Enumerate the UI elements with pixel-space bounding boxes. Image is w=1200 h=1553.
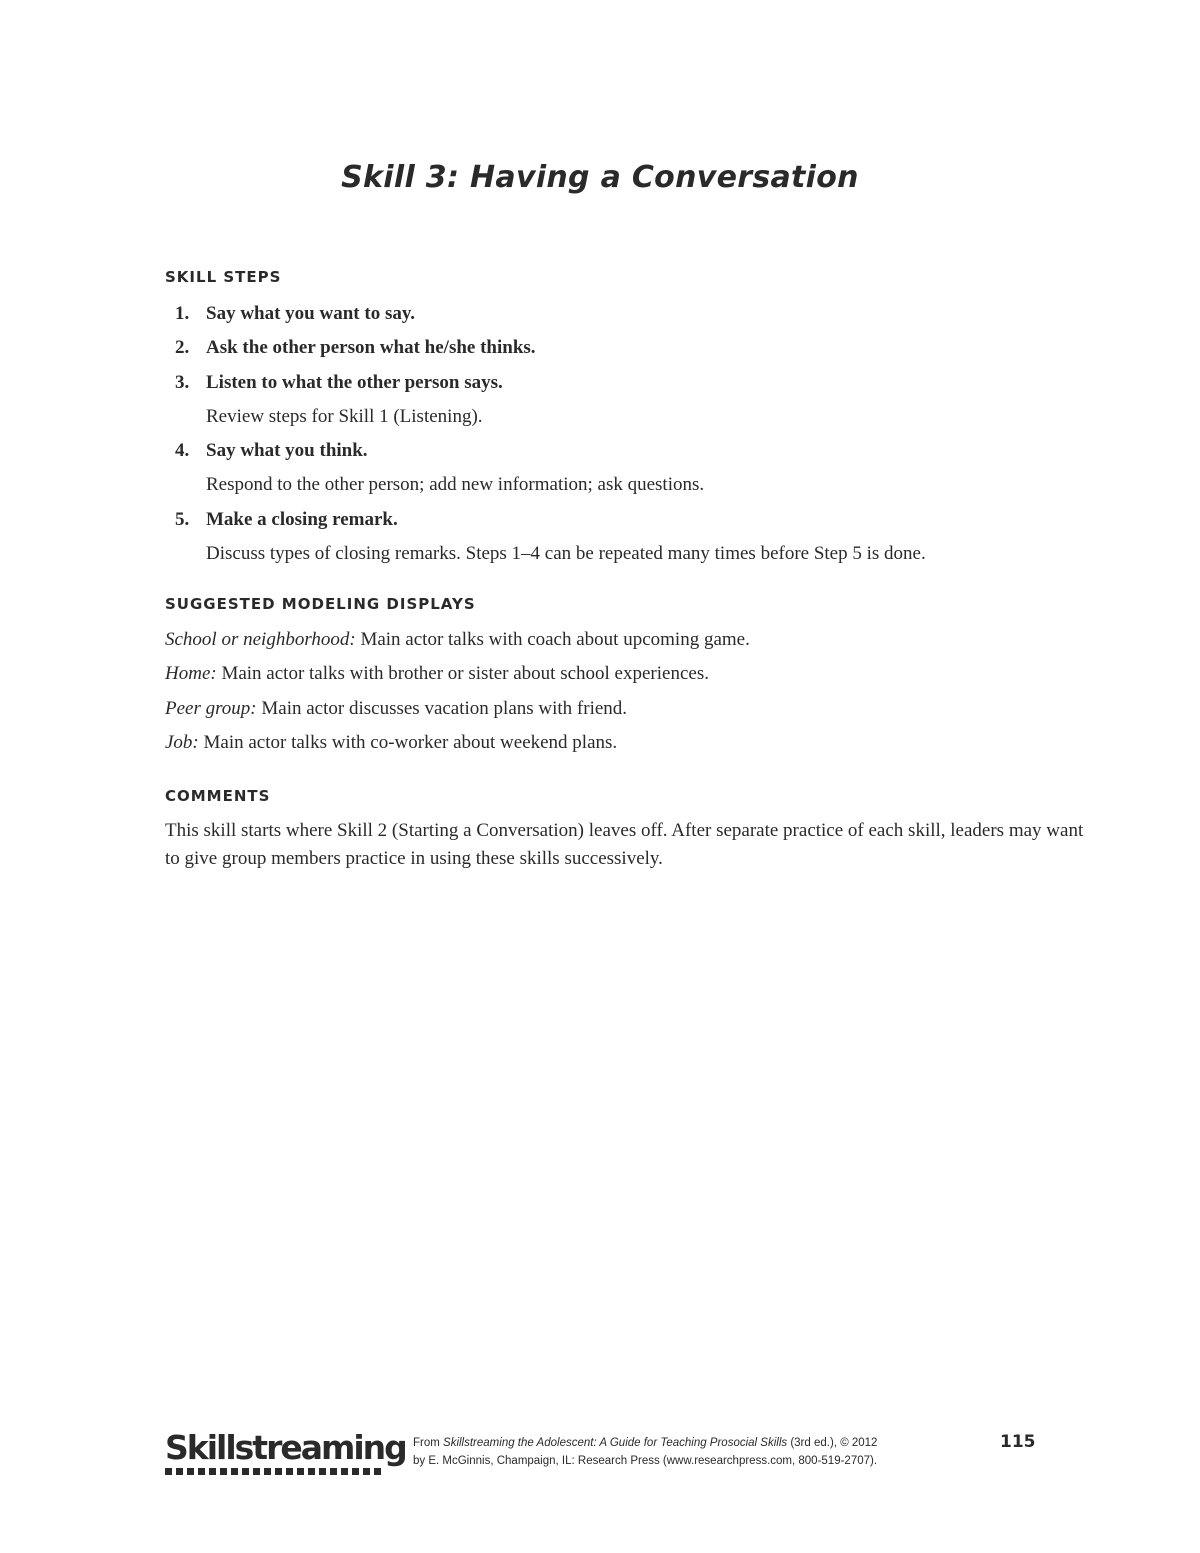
step-item-3 (165, 369, 1065, 403)
step-number: 3. (175, 371, 190, 393)
step-number: 1. (175, 303, 190, 324)
credit-prefix: From (413, 1437, 444, 1449)
step-item-5 (165, 506, 1065, 540)
step-text: Say what you think. (206, 440, 368, 462)
step-note-5 (165, 540, 1065, 574)
page-title: Skill 3: Having a Conversation (341, 160, 859, 195)
comments-text: This skill starts where Skill 2 (Starting a Conversation) leaves off. After separate practice of each skill, leaders may want to give group members practice in using these skills successively. (165, 820, 1084, 869)
copyright-credit (413, 1434, 933, 1470)
credit-line-1 (413, 1434, 933, 1452)
step-item-4 (165, 437, 1065, 471)
step-note: Respond to the other person; add new information; ask questions. (206, 474, 705, 496)
display-label: School or neighborhood: (165, 629, 356, 650)
display-text: Main actor talks with co-worker about weekend plans. (198, 731, 618, 753)
step-note: Review steps for Skill 1 (Listening). (206, 405, 483, 427)
display-item-school (165, 626, 1095, 660)
display-label: Home: (165, 663, 217, 685)
display-item-job (165, 729, 1095, 763)
credit-book-title: Skillstreaming the Adolescent: A Guide for Teaching Prosocial Skills (443, 1437, 788, 1449)
modeling-displays-heading: SUGGESTED MODELING DISPLAYS (165, 595, 476, 613)
credit-line-2: by E. McGinnis, Champaign, IL: Research Press (www.researchpress.com, 800-519-2707). (413, 1455, 878, 1467)
logo-wordmark: Skillstreaming (165, 1428, 406, 1467)
display-label: Job: (165, 731, 199, 753)
step-number: 4. (175, 440, 190, 462)
skillstreaming-logo (165, 1428, 406, 1476)
step-note-4 (165, 471, 1065, 505)
step-text: Ask the other person what he/she thinks. (206, 337, 536, 359)
display-item-peer-group (165, 695, 1095, 729)
display-item-home (165, 660, 1095, 694)
step-text: Listen to what the other person says. (206, 371, 503, 393)
comments-heading: COMMENTS (165, 787, 271, 805)
display-label: Peer group: (165, 697, 257, 719)
page-number: 115 (1000, 1432, 1036, 1452)
skill-steps-list (165, 300, 1065, 574)
step-item-1 (165, 300, 1065, 334)
step-number: 5. (175, 508, 190, 530)
logo-dotted-underline (165, 1468, 390, 1476)
step-number: 2. (175, 337, 190, 359)
skill-steps-heading: SKILL STEPS (165, 268, 282, 286)
credit-edition: (3rd ed.), © 2012 (787, 1437, 878, 1449)
display-text: Main actor talks with brother or sister about school experiences. (216, 663, 709, 685)
step-text: Say what you want to say. (206, 303, 416, 324)
step-note-3 (165, 403, 1065, 437)
display-text: Main actor talks with coach about upcoming game. (355, 629, 750, 650)
modeling-displays-list (165, 626, 1095, 763)
step-text: Make a closing remark. (206, 508, 398, 530)
display-text: Main actor discusses vacation plans with friend. (256, 697, 628, 719)
step-item-2 (165, 334, 1065, 368)
step-note: Discuss types of closing remarks. Steps 1–4 can be repeated many times before Step 5 is done. (206, 543, 926, 565)
